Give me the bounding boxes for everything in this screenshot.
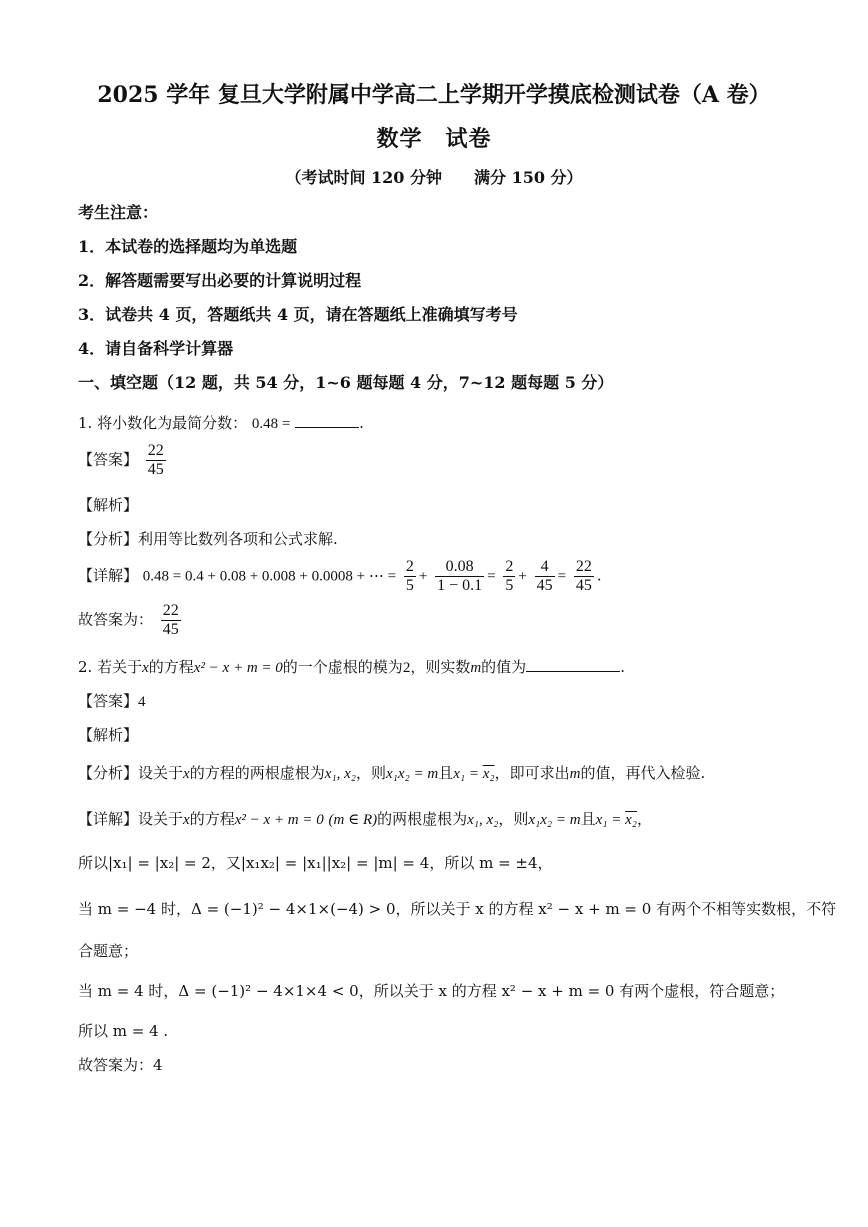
exam-subtitle: 数学 试卷	[376, 126, 492, 152]
exam-title: 2025 学年 复旦大学附属中学高二上学期开学摸底检测试卷（A 卷）	[97, 82, 771, 108]
section-heading: 一、填空题（12 题，共 54 分，1~6 题每题 4 分，7~12 题每题 5 分）	[78, 373, 614, 392]
notice-heading: 考生注意：	[78, 203, 159, 222]
q2-line: 当 m = 4 时，Δ = (−1)² − 4×1×4 < 0，所以关于 x 的方程 x² − x + m = 0 有两个虚根，符合题意；	[78, 982, 785, 1000]
q2-detail: 【详解】设关于x的方程x² − x + m = 0 (m ∈ R)的两根虚根为x₁, x₂，则x₁x₂ = m且x₁ = x₂，	[78, 810, 652, 828]
q1-stem: 1. 将小数化为最简分数： 0.48 = .	[78, 414, 364, 432]
q2-answer: 【答案】4	[78, 692, 146, 710]
q2-stem: 2. 若关于x的方程x² − x + m = 0的一个虚根的模为2，则实数m的值为 .	[78, 658, 625, 676]
q2-line: 所以|x₁| = |x₂| = 2，又|x₁x₂| = |x₁||x₂| = |m| = 4，所以 m = ±4，	[78, 854, 553, 872]
q2-fenxi: 【分析】设关于x的方程的两根虚根为x₁, x₂，则x₁x₂ = m且x₁ = x₂，即可求出m的值，再代入检验.	[78, 764, 706, 782]
q1-expr: 0.48 =	[251, 416, 291, 432]
answer-blank	[295, 413, 359, 428]
answer-fraction: $\frac{22}{45}$	[147, 442, 164, 478]
q1-fenxi: 【分析】利用等比数列各项和公式求解.	[78, 530, 338, 548]
q2-jiexi: 【解析】	[78, 726, 139, 744]
notice-item: 1．本试卷的选择题均为单选题	[78, 237, 298, 256]
q2-line: 合题意；	[78, 942, 139, 960]
notice-item: 4．请自备科学计算器	[78, 339, 234, 358]
notice-item: 2．解答题需要写出必要的计算说明过程	[78, 271, 362, 290]
q1-jiexi: 【解析】	[78, 496, 139, 514]
q1-final: 故答案为： $\frac{22}{45}$	[78, 602, 179, 638]
q2-line: 当 m = −4 时，Δ = (−1)² − 4×1×(−4) > 0，所以关于 x 的方程 x² − x + m = 0 有两个不相等实数根，不符	[78, 900, 837, 918]
answer-blank	[526, 657, 620, 672]
q2-line: 所以 m = 4 .	[78, 1022, 169, 1040]
q1-answer: 【答案】 $\frac{22}{45}$	[78, 442, 164, 478]
q1-detail: 【详解】 0.48 = 0.4 + 0.08 + 0.008 + 0.0008 + ⋯ = $\frac{2}{5}$ + $\frac{0.08}{1 - 0.1}$ = $\frac{2}{5}$ + $\frac{4}{45}$ = $\frac{22}{45}$ .	[78, 558, 602, 594]
exam-info: （考试时间 120 分钟 满分 150 分）	[285, 168, 583, 187]
q2-final: 故答案为：4	[78, 1056, 163, 1074]
notice-item: 3．试卷共 4 页，答题纸共 4 页，请在答题纸上准确填写考号	[78, 305, 518, 324]
